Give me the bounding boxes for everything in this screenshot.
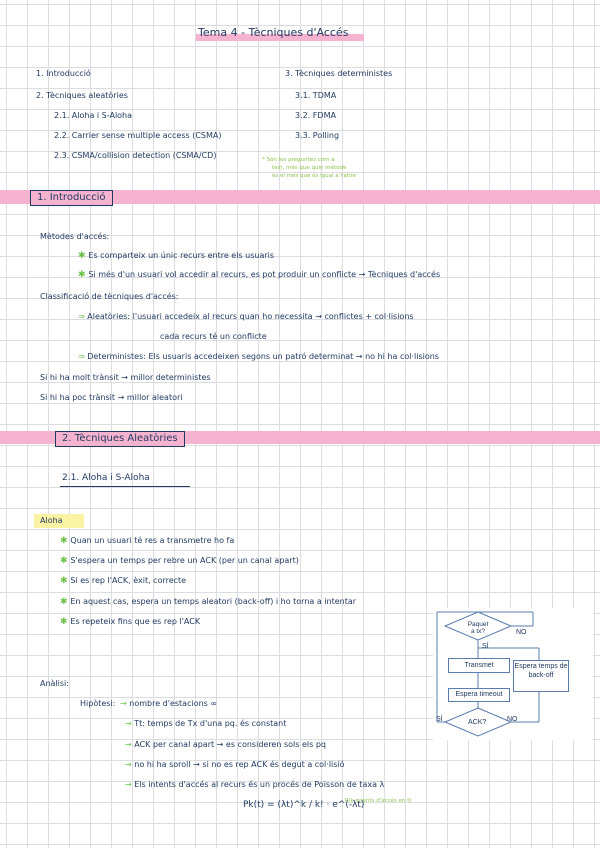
star-icon: ✱ <box>60 597 71 607</box>
bullet-line: ⇒ Aleatòries: l'usuari accedeix al recurs quan ho necessita → conflictes + col·lisions <box>78 312 414 321</box>
toc-item: 3.1. TDMA <box>295 91 337 100</box>
bullet-line: ✱ Quan un usuari té res a transmetre ho fa <box>60 536 235 546</box>
analysis-label: Anàlisi: <box>40 679 69 688</box>
toc-item: 2.1. Aloha i S-Aloha <box>54 111 133 120</box>
subheading-underline <box>60 486 190 487</box>
page-title: Tema 4 - Tècniques d'Accés <box>198 26 349 39</box>
hypothesis-line: → Els intents d'accés al recurs és un procés de Poisson de taxa λ <box>125 780 385 789</box>
toc-item: 3. Tècniques deterministes <box>285 69 393 78</box>
arrow-icon: ⇒ <box>78 352 88 361</box>
toc-item: 3.3. Polling <box>295 131 340 140</box>
side-note: * Són les preguntes com a <box>262 157 335 163</box>
decision-label: Paquet a tx? <box>467 621 489 636</box>
branch-label: SÍ <box>436 716 443 723</box>
text-line: Mètodes d'accés: <box>40 232 110 241</box>
branch-label: SÍ <box>482 643 489 650</box>
text-line: Si hi ha poc trànsit → millor aleatori <box>40 393 183 402</box>
bullet-line: ⇒ Deterministes: Els usuaris accedeixen segons un patró determinat → no hi ha col·lisions <box>78 352 439 361</box>
toc-item: 1. Introducció <box>36 69 91 78</box>
transmit-box: Transmet <box>448 658 510 673</box>
star-icon: ✱ <box>60 556 71 566</box>
side-note: test, més que quin mètode <box>272 165 347 171</box>
hypothesis-line: → no hi ha soroll → si no es rep ACK és degut a col·lisió <box>125 760 345 769</box>
arrow-icon: → <box>125 760 135 769</box>
section-heading: 1. Introducció <box>30 190 113 206</box>
star-icon: ✱ <box>60 617 71 627</box>
timeout-box: Espera timeout <box>448 688 510 702</box>
arrow-icon: → <box>125 780 135 789</box>
toc-item: 2.2. Carrier sense multiple access (CSMA) <box>54 131 222 140</box>
arrow-icon: → <box>125 740 135 749</box>
bullet-line: ✱ Si es rep l'ACK, èxit, correcte <box>60 576 187 586</box>
bullet-line: ✱ Es comparteix un únic recurs entre els usuaris <box>78 251 275 261</box>
branch-label: NO <box>516 629 527 636</box>
arrow-icon: → <box>120 699 130 708</box>
toc-item: 2.3. CSMA/collision detection (CSMA/CD) <box>54 151 217 160</box>
side-note: es el més que és igual a l'altre <box>272 173 357 179</box>
hypothesis-line: → Tt: temps de Tx d'una pq. és constant <box>125 719 287 728</box>
bullet-line: ✱ En aquest cas, espera un temps aleatori (back-off) i ho torna a intentar <box>60 597 357 607</box>
text-line: Classificació de tècniques d'accés: <box>40 292 179 301</box>
aloha-label: Aloha <box>40 516 63 525</box>
poisson-formula: Pk(t) = (λt)^k / k! · e^(-λt) <box>243 800 365 810</box>
formula-note: P(k intents d'accés en t) <box>345 798 412 804</box>
bullet-line: ✱ S'espera un temps per rebre un ACK (per un canal apart) <box>60 556 299 566</box>
toc-item: 3.2. FDMA <box>295 111 336 120</box>
arrow-icon: ⇒ <box>78 312 88 321</box>
backoff-box: Espera temps de back-off <box>513 660 569 692</box>
star-icon: ✱ <box>78 270 89 280</box>
bullet-line: ✱ Si més d'un usuari vol accedir al recurs, es pot produir un conflicte → Tècniques d'accés <box>78 270 441 280</box>
branch-label: NO <box>507 716 518 723</box>
text-line: Si hi ha molt trànsit → millor deterministes <box>40 373 211 382</box>
toc-item: 2. Tècniques aleatòries <box>36 91 128 100</box>
hypothesis-label: Hipòtesi: <box>80 699 116 708</box>
bullet-line: ✱ Es repeteix fins que es rep l'ACK <box>60 617 201 627</box>
star-icon: ✱ <box>78 251 89 261</box>
subsection-heading: 2.1. Aloha i S-Aloha <box>62 473 150 483</box>
hypothesis-line: → ACK per canal apart → es consideren sols els pq <box>125 740 326 749</box>
flowchart <box>433 608 593 740</box>
text-line: cada recurs té un conflicte <box>160 332 267 341</box>
hypothesis-line: → nombre d'estacions ∞ <box>120 699 218 708</box>
arrow-icon: → <box>125 719 135 728</box>
section-heading: 2. Tècniques Aleatòries <box>55 431 185 447</box>
star-icon: ✱ <box>60 536 71 546</box>
star-icon: ✱ <box>60 576 71 586</box>
decision-label: ACK? <box>468 719 487 726</box>
